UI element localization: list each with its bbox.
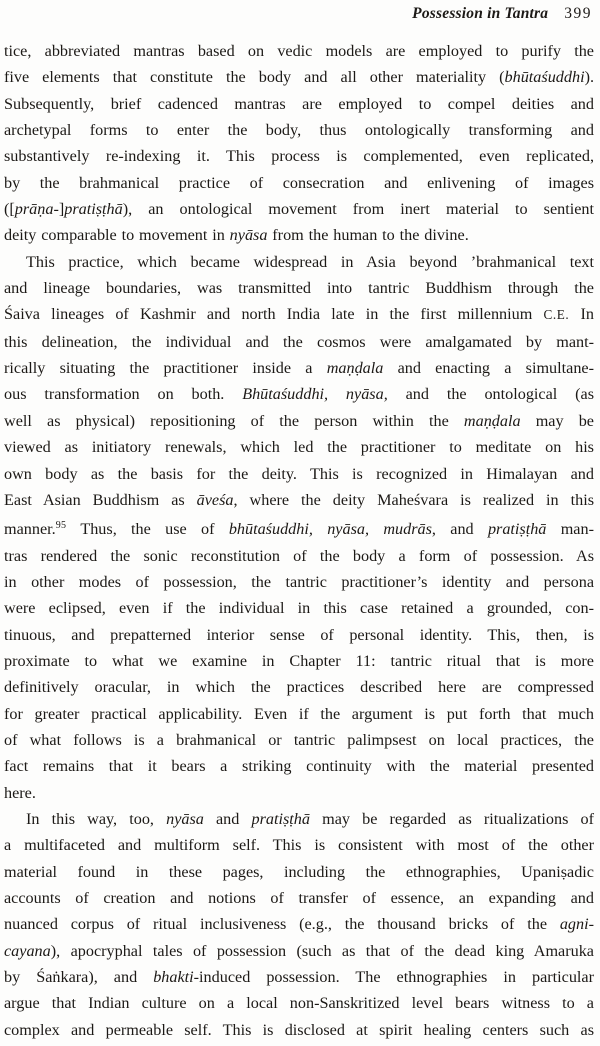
text-segment: by Śaṅkara), and [4, 968, 154, 987]
paragraph [4, 249, 594, 806]
text-segment: accounts of creation and notions of transfer of essence, an expanding and [4, 889, 594, 907]
text-line [4, 753, 594, 779]
text-segment: nyāsa [229, 226, 268, 245]
text-line [4, 275, 594, 301]
text-line [4, 408, 594, 434]
running-title: Possession in Tantra [412, 5, 549, 22]
text-segment: argue that Indian culture on a local non-Sanskritized level bears witness to a [4, 994, 594, 1013]
text-line [4, 91, 594, 117]
text-line [4, 143, 594, 169]
text-segment: and lineage boundaries, was transmitted into tantric Buddhism through the [4, 279, 594, 298]
text-segment: bhakti [153, 968, 194, 987]
text-segment: maṇḍala [326, 359, 384, 378]
text-segment: nuanced corpus of ritual inclusiveness (e.g., the thousand bricks of the [4, 915, 560, 934]
text-segment: substantively re-indexing it. This process is complemented, even replicated, [4, 147, 594, 166]
text-segment: Thus, the use of [66, 520, 229, 539]
text-segment: a multifaceted and multiform self. This is consistent with most of the other [4, 836, 594, 855]
text-segment: nyāsa [166, 809, 204, 828]
text-segment: here. [4, 783, 36, 802]
text-segment: ), apocryphal tales of possession (such as that of the dead king Amaruka [50, 941, 594, 960]
text-line [4, 513, 594, 542]
text-segment: well as physical) repositioning of the person within the [4, 411, 464, 430]
text-segment: definitively oracular, in which the practices described here are compressed [4, 678, 594, 697]
text-segment: this delineation, the individual and the cosmos were amalgamated by mant- [4, 332, 594, 351]
text-segment: tinuous, and prepatterned interior sense of personal identity. This, then, is [4, 625, 594, 644]
text-line [4, 38, 594, 64]
text-segment: for greater practical applicability. Even if the argument is put forth that much [4, 704, 594, 723]
text-segment: , where the deity Maheśvara is realized in this [233, 490, 594, 509]
text-line [4, 329, 594, 355]
text-segment: 95 [55, 520, 67, 532]
text-segment: ), an ontological movement from inert material to sentient [122, 200, 594, 219]
page-header [0, 5, 592, 23]
text-segment: archetypal forms to enter the body, thus ontologically transforming and [4, 121, 594, 140]
text-segment: Subsequently, brief cadenced mantras are employed to compel deities and [4, 94, 594, 113]
page-body [4, 38, 594, 1043]
text-segment: East Asian Buddhism as [4, 490, 197, 509]
text-line [4, 990, 594, 1016]
text-segment: pratiṣṭhā [64, 200, 123, 219]
text-segment: cayana [4, 941, 51, 960]
text-segment: prāṇa- [14, 200, 59, 219]
text-segment: man- [546, 520, 594, 539]
text-segment: bhūtaśuddhi, nyāsa, mudrās [228, 520, 432, 539]
text-segment: tice, abbreviated mantras based on vedic models are employed to purify the [4, 42, 594, 60]
text-line [4, 885, 594, 911]
text-line [4, 701, 594, 727]
text-segment: of what follows is a brahmanical or tantric palimpsest on local practices, the [4, 730, 594, 749]
text-line [4, 806, 594, 832]
text-segment: In [569, 305, 594, 324]
text-segment: proximate to what we examine in Chapter 11: tantric ritual that is more [4, 651, 594, 670]
text-segment: Bhūtaśuddhi, nyāsa, [242, 385, 388, 404]
page-number: 399 [564, 5, 592, 22]
text-segment: ous transformation on both. [4, 385, 243, 404]
text-line [4, 170, 594, 196]
text-line [4, 249, 594, 275]
text-line [4, 569, 594, 595]
text-segment: material found in these pages, including the ethnographies, Upaniṣadic [4, 862, 594, 881]
text-line [4, 117, 594, 143]
text-segment: ([ [4, 200, 15, 219]
text-segment: , and [431, 520, 488, 539]
text-line [4, 301, 594, 328]
text-line [4, 461, 594, 487]
text-line [4, 1017, 594, 1043]
text-line [4, 381, 594, 407]
text-line [4, 674, 594, 700]
text-segment: āveśa [196, 490, 234, 509]
text-segment: fact remains that it bears a striking continuity with the material presented [4, 757, 594, 776]
text-line [4, 859, 594, 885]
text-line [4, 434, 594, 460]
text-line [4, 595, 594, 621]
text-line [4, 938, 594, 964]
text-segment: This practice, which became widespread in Asia beyond ’brahmanical text [26, 252, 594, 271]
text-segment: ] [58, 200, 65, 219]
text-segment: pratiṣṭhā [251, 809, 310, 828]
text-segment: agni- [559, 915, 594, 934]
text-line [4, 196, 594, 222]
text-segment: tras rendered the sonic reconstitution of the body a form of possession. As [4, 546, 594, 565]
text-segment: may be [520, 411, 594, 430]
text-segment: viewed as initiatory renewals, which led the practitioner to meditate on his [4, 438, 594, 457]
text-line [4, 64, 594, 90]
text-line [4, 543, 594, 569]
paragraph [4, 38, 594, 249]
text-segment: rically situating the practitioner inside a [4, 359, 327, 378]
text-segment: by the brahmanical practice of consecration and enlivening of images [4, 173, 594, 192]
text-segment: ). [584, 68, 594, 87]
text-line [4, 911, 594, 937]
text-segment: C.E. [543, 307, 570, 323]
text-segment: deity comparable to movement in [4, 226, 230, 245]
text-segment: and [203, 809, 252, 828]
text-line [4, 780, 594, 806]
text-segment: manner. [4, 520, 56, 539]
text-segment: may be regarded as ritualizations of [309, 809, 594, 828]
text-line [4, 832, 594, 858]
text-segment: from the human to the divine. [267, 226, 469, 245]
text-segment: maṇḍala [463, 411, 521, 430]
text-line [4, 648, 594, 674]
text-segment: -induced possession. The ethnographies in particular [193, 968, 594, 987]
text-line [4, 355, 594, 381]
text-line [4, 487, 594, 513]
text-segment: were eclipsed, even if the individual in this case retained a grounded, con- [4, 599, 594, 618]
text-segment: own body as the basis for the deity. This is recognized in Himalayan and [4, 464, 594, 483]
text-segment: Śaiva lineages of Kashmir and north India late in the first millennium [4, 305, 544, 324]
text-segment: five elements that constitute the body and all other materiality ( [4, 68, 505, 87]
text-segment: in other modes of possession, the tantric practitioner’s identity and persona [4, 572, 594, 591]
text-line [4, 622, 594, 648]
text-segment: complex and permeable self. This is disclosed at spirit healing centers such as [4, 1020, 594, 1039]
text-segment: and enacting a simultane- [383, 359, 594, 378]
text-segment: bhūtaśuddhi [504, 68, 585, 87]
text-segment: pratiṣṭhā [487, 520, 547, 539]
paragraph [4, 806, 594, 1043]
text-line [4, 222, 594, 248]
text-segment: In this way, too, [26, 809, 167, 828]
text-line [4, 727, 594, 753]
text-line [4, 964, 594, 990]
text-segment: and the ontological (as [387, 385, 594, 404]
